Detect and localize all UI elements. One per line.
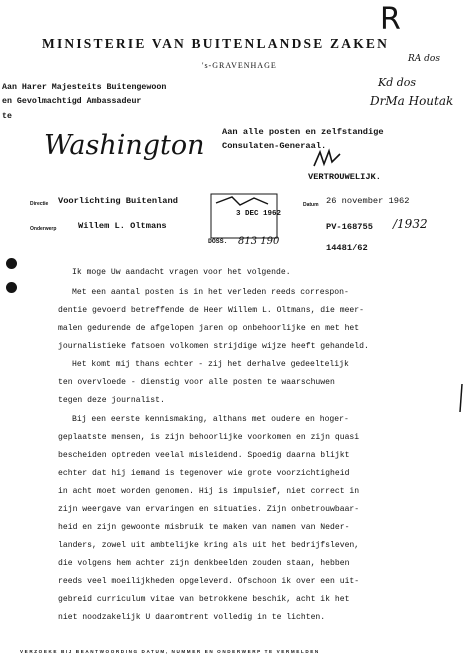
punch-hole-icon — [6, 282, 17, 293]
body-line: niet noodzakelijk U daaromtrent volledig in te lichten. — [58, 613, 326, 622]
date-label: Datum — [303, 202, 319, 208]
stamp-handwritten-number: 813 190 — [238, 236, 280, 247]
handwritten-place: Washington — [44, 130, 205, 161]
directie-value: Voorlichting Buitenland — [58, 196, 178, 206]
directie-label: Directie — [30, 201, 49, 207]
handwritten-paraph-icon — [312, 148, 342, 170]
body-line: dentie gevoerd betreffende de Heer Willem L. Oltmans, die meer- — [58, 306, 364, 315]
body-line: ten overvloede - dienstig voor alle posten te waarschuwen — [58, 378, 335, 387]
footer-instruction: VERZOEKE BIJ BEANTWOORDING DATUM, NUMMER EN ONDERWERP TE VERMELDEN — [20, 649, 320, 654]
date-value: 26 november 1962 — [326, 196, 410, 206]
body-line: malen gedurende de afgelopen jaren op onbehoorlijke en met het — [58, 324, 360, 333]
body-line: zijn weergave van ervaringen en situaties. Zijn onbetrouwbaar- — [58, 505, 360, 514]
handwritten-number-annotation: /1932 — [393, 217, 428, 231]
handwritten-note-line: DrMa Houtak — [370, 94, 454, 108]
poc-number: 14481/62 — [326, 243, 368, 253]
body-line: landers, zowel uit ambtelijke kring als uit het bedrijfsleven, — [58, 541, 360, 550]
body-line: journalistieke fatsoen volkomen strijdige wijze heeft gehandeld. — [58, 342, 369, 351]
reference-number: PV-168755 — [326, 222, 373, 232]
body-line: Met een aantal posten is in het verleden reeds correspon- — [72, 288, 349, 297]
handwritten-initial: R — [380, 2, 401, 37]
onderwerp-label: Onderwerp — [30, 226, 57, 232]
address-line: Aan Harer Majesteits Buitengewoon — [2, 83, 167, 92]
body-line: Het komt mij thans echter - zij het derhalve gedeeltelijk — [72, 360, 349, 369]
body-line: geplaatste mensen, is zijn behoorlijke voorkomen en zijn quasi — [58, 433, 360, 442]
ministry-heading: MINISTERIE VAN BUITENLANDSE ZAKEN — [42, 36, 390, 51]
body-line: bescheiden optreden veelal misleidend. Spoedig daarna blijkt — [58, 451, 350, 460]
address-line: te — [2, 112, 12, 121]
address-line: en Gevolmachtigd Ambassadeur — [2, 97, 142, 106]
city-line: 's-GRAVENHAGE — [202, 61, 277, 70]
body-line: reeds veel moeilijkheden opgeleverd. Ofschoon ik over een uit- — [58, 577, 360, 586]
body-line: heid en zijn gewoonte misbruik te maken van namen van Neder- — [58, 523, 350, 532]
body-line: echter dat hij iemand is tegenover wie grote voorzichtigheid — [58, 469, 350, 478]
punch-hole-icon — [6, 258, 17, 269]
body-line: in acht moet worden genomen. Hij is impulsief, niet correct in — [58, 487, 360, 496]
body-line: die volgens hem achter zijn denkbeelden zouden staan, hebben — [58, 559, 350, 568]
recipients-line: Consulaten-Generaal. — [222, 141, 327, 151]
body-line: Ik moge Uw aandacht vragen voor het volgende. — [72, 268, 291, 277]
body-line: tegen deze journalist. — [58, 396, 165, 405]
handwritten-note-line: Kd dos — [378, 76, 417, 89]
margin-mark-icon — [455, 383, 467, 413]
classification-label: VERTROUWELIJK. — [308, 172, 381, 182]
body-line: Bij een eerste kennismaking, althans met oudere en hoger- — [72, 415, 349, 424]
body-line: gebreid curriculum vitae van betrokkene beschik, acht ik het — [58, 595, 350, 604]
onderwerp-value: Willem L. Oltmans — [78, 221, 167, 231]
stamp-doss-label: DOSS. — [208, 238, 228, 245]
handwritten-note-top: RA dos — [408, 54, 440, 64]
stamp-date: 3 DEC 1962 — [236, 210, 282, 218]
recipients-line: Aan alle posten en zelfstandige — [222, 127, 384, 137]
